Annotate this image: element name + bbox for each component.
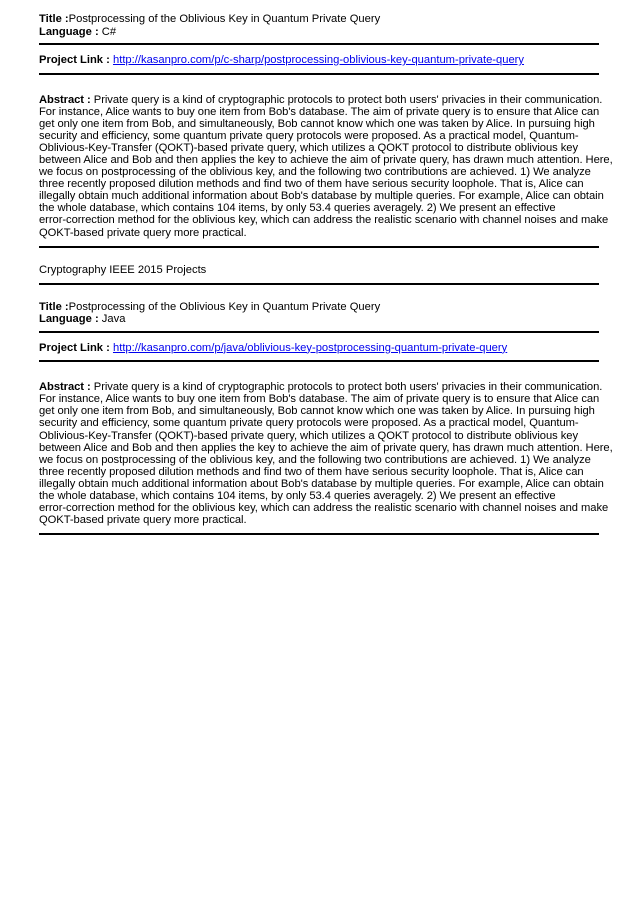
title-label: Title :: [39, 300, 69, 313]
abstract-line: [39, 381, 603, 394]
project-link-label: Project Link :: [39, 54, 110, 66]
entry-2-language: Java: [101, 313, 126, 326]
abstract-line: illegally obtain much additional information about Bob's database by multiple queries. For example, Alice can obtain: [39, 190, 604, 203]
abstract-label: Abstract :: [39, 381, 91, 394]
project-link-label: Project Link :: [39, 341, 110, 354]
abstract-line: Oblivious-Key-Transfer (QOKT)-based private query, which utilizes a QOKT protocol to distribute oblivious key: [39, 429, 579, 442]
abstract-line: the whole database, which contains 104 items, by only 53.4 queries averagely. 2) We present an effective: [39, 202, 556, 215]
abstract-line: the whole database, which contains 104 items, by only 53.4 queries averagely. 2) We present an effective: [39, 489, 556, 502]
abstract-line: illegally obtain much additional information about Bob's database by multiple queries. For example, Alice can obtain: [39, 477, 604, 490]
entry-1-language-line: [39, 26, 599, 39]
entry-1-meta: [39, 13, 599, 43]
title-label: Title :: [39, 13, 69, 25]
abstract-line: error-correction method for the oblivious key, which can address the realistic scenario with channel noises and make: [39, 502, 609, 515]
abstract-line: get only one item from Bob, and simultaneously, Bob cannot know which one was taken by Alice. In pursuing high: [39, 405, 595, 418]
abstract-line: get only one item from Bob, and simultaneously, Bob cannot know which one was taken by Alice. In pursuing high: [39, 117, 595, 130]
abstract-line: between Alice and Bob and then applies the key to achieve the aim of private query, has drawn much attention. Here,: [39, 441, 613, 454]
category-heading: Cryptography IEEE 2015 Projects: [39, 263, 207, 276]
entry-1-language: C#: [101, 25, 117, 38]
abstract-line: between Alice and Bob and then applies the key to achieve the aim of private query, has drawn much attention. Here,: [39, 153, 613, 166]
document-page: [39, 13, 613, 535]
abstract-text: Private query is a kind of cryptographic protocols to protect both users' privacies in their communication.: [93, 93, 603, 106]
entry-2-title-line: [39, 301, 599, 314]
entry-1-title: Postprocessing of the Oblivious Key in Quantum Private Query: [68, 13, 381, 25]
entry-1-project-link[interactable]: http://kasanpro.com/p/c-sharp/postprocessing-oblivious-key-quantum-private-query: [112, 54, 525, 66]
abstract-line: For instance, Alice wants to buy one item from Bob's database. The aim of private query is to ensure that Alice can: [39, 105, 600, 118]
language-label: Language :: [39, 25, 99, 38]
abstract-line: security and efficiency, some quantum private query protocols were proposed. As a practical model, Quantum-: [39, 129, 579, 142]
abstract-line: three recently proposed dilution methods and find two of them have serious security loophole. That is, Alice can: [39, 178, 584, 191]
abstract-line: three recently proposed dilution methods and find two of them have serious security loophole. That is, Alice can: [39, 465, 584, 478]
abstract-text: Private query is a kind of cryptographic protocols to protect both users' privacies in their communication.: [93, 381, 603, 394]
entry-2-abstract: [39, 362, 613, 533]
entry-2-project-link[interactable]: http://kasanpro.com/p/java/oblivious-key-postprocessing-quantum-private-query: [112, 341, 508, 354]
abstract-line: For instance, Alice wants to buy one item from Bob's database. The aim of private query is to ensure that Alice can: [39, 393, 600, 406]
entry-1-abstract: [39, 75, 613, 246]
abstract-line: QOKT-based private query more practical.: [39, 514, 247, 527]
entry-2-language-line: [39, 313, 599, 326]
abstract-label: Abstract :: [39, 93, 91, 106]
abstract-line: security and efficiency, some quantum private query protocols were proposed. As a practical model, Quantum-: [39, 417, 579, 430]
divider-rule: [39, 533, 599, 535]
entry-1-link-line: [39, 45, 599, 73]
abstract-line: we focus on postprocessing of the oblivious key, and the following two contributions are achieved. 1) We analyze: [39, 166, 591, 179]
abstract-line: Oblivious-Key-Transfer (QOKT)-based private query, which utilizes a QOKT protocol to distribute oblivious key: [39, 141, 579, 154]
entry-2-meta: [39, 285, 599, 331]
abstract-line: QOKT-based private query more practical.: [39, 226, 247, 239]
abstract-line: we focus on postprocessing of the oblivious key, and the following two contributions are achieved. 1) We analyze: [39, 453, 591, 466]
entry-2-link-line: [39, 333, 599, 361]
entry-2-title: Postprocessing of the Oblivious Key in Quantum Private Query: [68, 300, 381, 313]
abstract-line: [39, 93, 603, 106]
language-label: Language :: [39, 313, 99, 326]
entry-1-title-line: [39, 13, 599, 26]
abstract-line: error-correction method for the oblivious key, which can address the realistic scenario with channel noises and make: [39, 214, 609, 227]
